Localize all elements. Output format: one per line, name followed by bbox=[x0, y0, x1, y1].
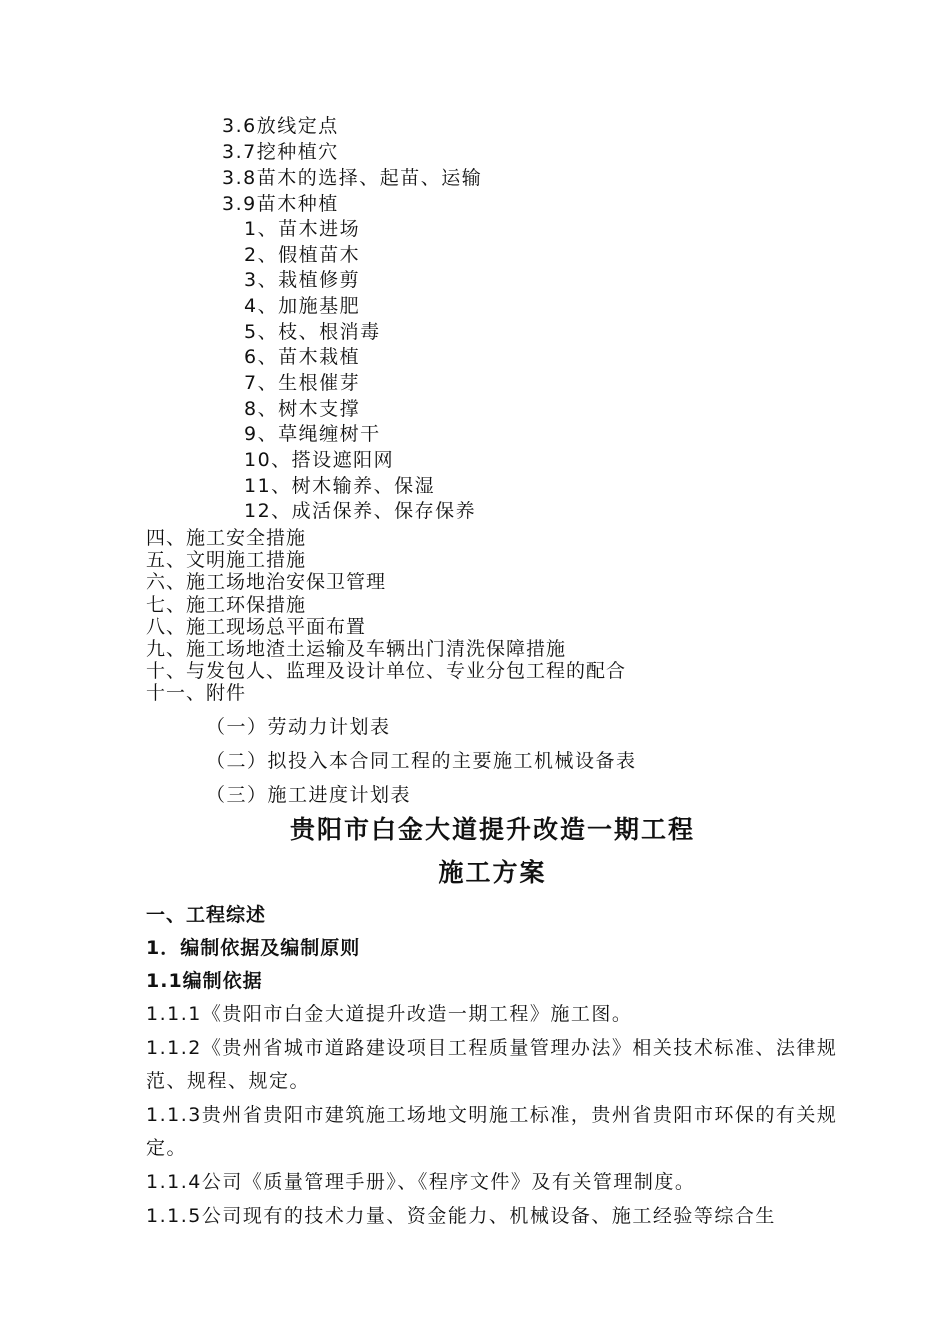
toc-section-10: 十、与发包人、监理及设计单位、专业分包工程的配合 bbox=[146, 660, 627, 682]
heading-basis: 1.1编制依据 bbox=[146, 970, 263, 992]
toc-section-11: 十一、附件 bbox=[146, 682, 247, 704]
document-title: 贵阳市白金大道提升改造一期工程 bbox=[289, 815, 695, 844]
paragraph-1-1-3: 1.1.3贵州省贵阳市建筑施工场地文明施工标准，贵州省贵阳市环保的有关规定。 bbox=[146, 1104, 838, 1159]
paragraph-1-1-1: 1.1.1《贵阳市白金大道提升改造一期工程》施工图。 bbox=[146, 1003, 633, 1025]
toc-attachment-3: （三）施工进度计划表 bbox=[206, 784, 412, 806]
toc-subitem-4: 4、加施基肥 bbox=[244, 295, 361, 317]
heading-overview: 一、工程综述 bbox=[146, 904, 267, 926]
toc-subitem-12: 12、成活保养、保存保养 bbox=[244, 500, 477, 522]
toc-section-9: 九、施工场地渣土运输及车辆出门清洗保障措施 bbox=[146, 638, 567, 660]
toc-attachment-1: （一）劳动力计划表 bbox=[206, 716, 391, 738]
toc-section-7: 七、施工环保措施 bbox=[146, 594, 307, 616]
toc-subitem-3: 3、栽植修剪 bbox=[244, 269, 361, 291]
toc-subitem-2: 2、假植苗木 bbox=[244, 244, 361, 266]
heading-basis-principles: 1．编制依据及编制原则 bbox=[146, 937, 361, 959]
paragraph-1-1-5: 1.1.5公司现有的技术力量、资金能力、机械设备、施工经验等综合生 bbox=[146, 1205, 776, 1227]
toc-section-4: 四、施工安全措施 bbox=[146, 527, 307, 549]
toc-subitem-6: 6、苗木栽植 bbox=[244, 346, 361, 368]
document-subtitle: 施工方案 bbox=[438, 858, 547, 887]
toc-item-3-8: 3.8苗木的选择、起苗、运输 bbox=[222, 167, 483, 189]
toc-subitem-9: 9、草绳缠树干 bbox=[244, 423, 381, 445]
toc-attachment-2: （二）拟投入本合同工程的主要施工机械设备表 bbox=[206, 750, 637, 772]
paragraph-1-1-4: 1.1.4公司《质量管理手册》、《程序文件》及有关管理制度。 bbox=[146, 1171, 696, 1193]
toc-section-8: 八、施工现场总平面布置 bbox=[146, 616, 367, 638]
toc-item-3-6: 3.6放线定点 bbox=[222, 115, 339, 137]
toc-subitem-5: 5、枝、根消毒 bbox=[244, 321, 381, 343]
toc-subitem-1: 1、苗木进场 bbox=[244, 218, 361, 240]
toc-section-5: 五、文明施工措施 bbox=[146, 549, 307, 571]
toc-subitem-7: 7、生根催芽 bbox=[244, 372, 361, 394]
toc-subitem-8: 8、树木支撑 bbox=[244, 398, 361, 420]
toc-subitem-11: 11、树木输养、保湿 bbox=[244, 475, 436, 497]
toc-item-3-7: 3.7挖种植穴 bbox=[222, 141, 339, 163]
paragraph-1-1-2: 1.1.2《贵州省城市道路建设项目工程质量管理办法》相关技术标准、法律规范、规程、规定。 bbox=[146, 1037, 838, 1092]
toc-item-3-9: 3.9苗木种植 bbox=[222, 193, 339, 215]
toc-section-6: 六、施工场地治安保卫管理 bbox=[146, 571, 387, 593]
toc-subitem-10: 10、搭设遮阳网 bbox=[244, 449, 395, 471]
